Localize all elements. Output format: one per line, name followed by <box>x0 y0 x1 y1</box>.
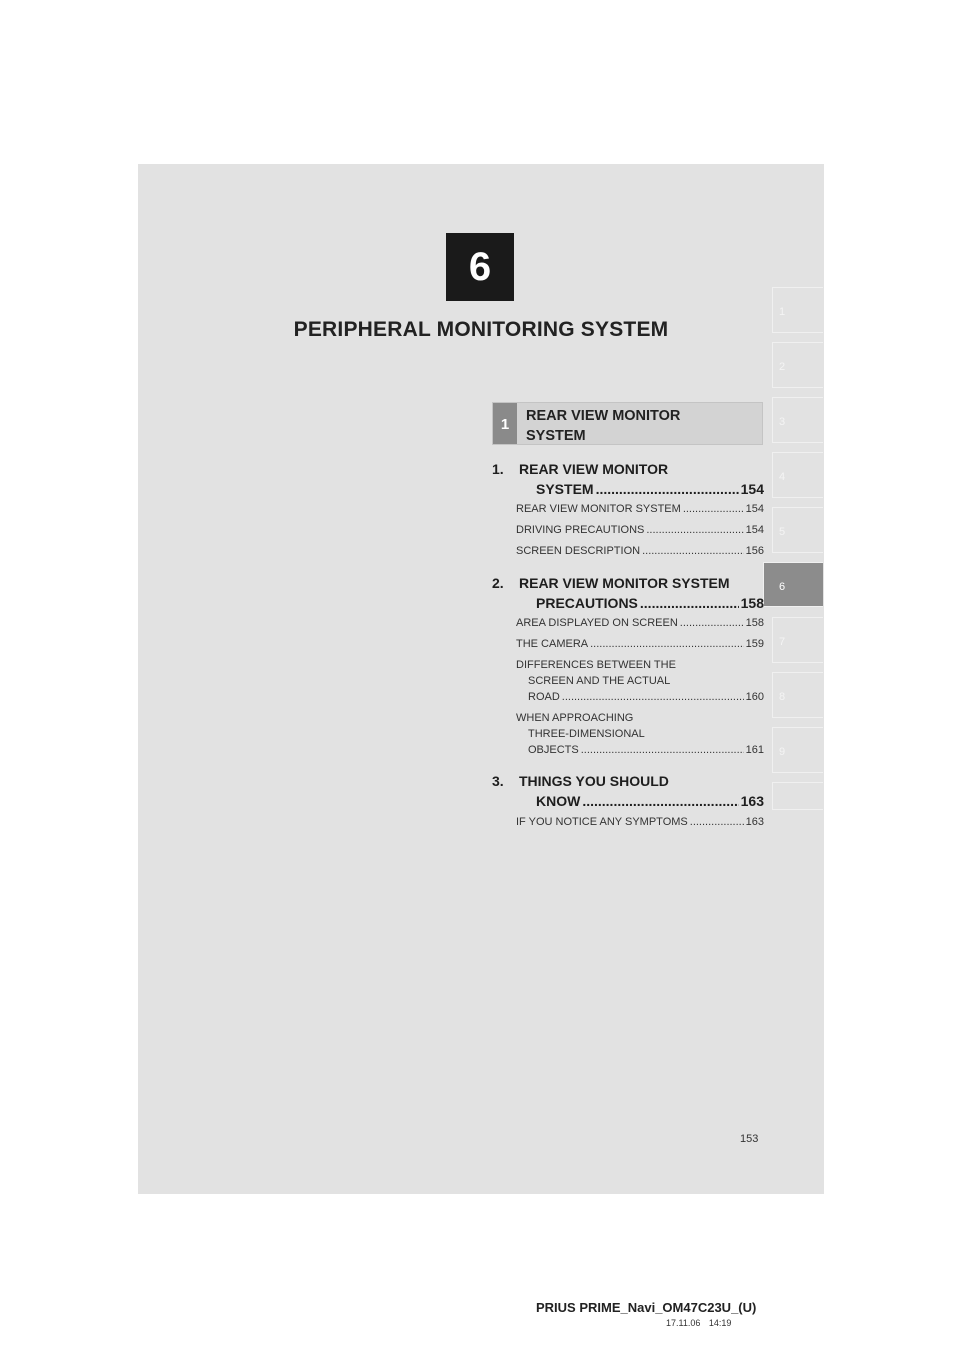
tab-label: 1 <box>779 306 786 318</box>
leader-dots <box>640 594 739 613</box>
toc-entry-title-cont: PRECAUTIONS <box>536 595 638 611</box>
toc-sub-title: WHEN APPROACHING <box>516 712 634 724</box>
toc-sub-title: DIFFERENCES BETWEEN THE <box>516 659 676 671</box>
section-title-line2: SYSTEM <box>526 428 586 444</box>
tab-label: 4 <box>779 471 786 483</box>
tab-label: 7 <box>779 636 786 648</box>
toc-entry-title-cont: KNOW <box>536 793 581 809</box>
tab-5[interactable] <box>772 507 823 553</box>
toc-sub-title: REAR VIEW MONITOR SYSTEM <box>516 503 681 515</box>
toc-sub-entry[interactable] <box>516 710 764 758</box>
tab-label: 2 <box>779 361 786 373</box>
toc-sub-entry[interactable] <box>516 657 764 705</box>
toc-entry-title-cont: SYSTEM <box>536 481 594 497</box>
toc-sub-title: IF YOU NOTICE ANY SYMPTOMS <box>516 816 688 828</box>
tab-label: 3 <box>779 416 786 428</box>
toc-page-number: 154 <box>740 481 764 497</box>
page-number: 153 <box>740 1133 759 1145</box>
footer-timestamp: 17.11.06 14:19 <box>666 1318 732 1328</box>
toc-sub-title: SCREEN DESCRIPTION <box>516 545 641 557</box>
leader-dots <box>646 522 743 538</box>
toc-page-number: 159 <box>745 638 764 650</box>
toc-sub-title-cont: ROAD <box>528 691 560 703</box>
leader-dots <box>562 689 744 705</box>
toc-entry-number: 1. <box>492 461 504 477</box>
leader-dots <box>680 615 744 631</box>
toc-page-number: 156 <box>745 545 764 557</box>
toc-sub-title: AREA DISPLAYED ON SCREEN <box>516 617 678 629</box>
toc-sub-entry[interactable] <box>516 501 764 517</box>
tab-6[interactable] <box>763 562 823 607</box>
leader-dots <box>596 480 739 499</box>
toc-page-number: 160 <box>745 691 764 703</box>
toc-page-number: 163 <box>740 793 764 809</box>
leader-dots <box>581 742 744 758</box>
tab-2[interactable] <box>772 342 823 388</box>
tab-3[interactable] <box>772 397 823 443</box>
section-title <box>526 406 746 446</box>
toc-sub-title: DRIVING PRECAUTIONS <box>516 524 645 536</box>
toc-page-number: 163 <box>745 816 764 828</box>
toc-page-number: 154 <box>745 524 764 536</box>
section-number: 1 <box>493 403 517 444</box>
toc-page-number: 154 <box>745 503 764 515</box>
tab-4[interactable] <box>772 452 823 498</box>
tab-label: 5 <box>779 526 786 538</box>
toc-entry-title: REAR VIEW MONITOR <box>519 461 669 477</box>
toc-sub-entry[interactable] <box>516 636 764 652</box>
tab-label: 6 <box>779 581 786 593</box>
tab-label: 9 <box>779 746 786 758</box>
chapter-title: PERIPHERAL MONITORING SYSTEM <box>293 318 669 341</box>
toc-entry-title: REAR VIEW MONITOR SYSTEM <box>519 575 730 591</box>
toc-entry-number: 3. <box>492 773 504 789</box>
toc-sub-entry[interactable] <box>516 814 764 830</box>
toc-page-number: 158 <box>745 617 764 629</box>
toc-entry-title: THINGS YOU SHOULD <box>519 773 669 789</box>
leader-dots <box>590 636 744 652</box>
tab-10[interactable] <box>772 782 823 810</box>
toc-page-number: 158 <box>740 595 764 611</box>
toc-sub-title-cont: SCREEN AND THE ACTUAL <box>528 675 671 687</box>
leader-dots <box>683 501 744 517</box>
toc-sub-title-cont: THREE-DIMENSIONAL <box>528 728 645 740</box>
section-header <box>492 402 763 445</box>
section-title-line1: REAR VIEW MONITOR <box>526 408 681 424</box>
leader-dots <box>582 792 738 811</box>
tab-label: 8 <box>779 691 786 703</box>
tab-1[interactable] <box>772 287 823 333</box>
tab-7[interactable] <box>772 617 823 663</box>
toc-sub-entry[interactable] <box>516 522 764 538</box>
toc-sub-title: THE CAMERA <box>516 638 589 650</box>
toc-sub-entry[interactable] <box>516 615 764 631</box>
chapter-number: 6 <box>446 233 514 301</box>
toc-sub-entry[interactable] <box>516 543 764 559</box>
footer-document-code: PRIUS PRIME_Navi_OM47C23U_(U) <box>536 1300 757 1315</box>
toc-page-number: 161 <box>745 744 764 756</box>
tab-9[interactable] <box>772 727 823 773</box>
leader-dots <box>690 814 744 830</box>
toc-entry-number: 2. <box>492 575 504 591</box>
tab-8[interactable] <box>772 672 823 718</box>
leader-dots <box>642 543 744 559</box>
toc-sub-title-cont: OBJECTS <box>528 744 579 756</box>
